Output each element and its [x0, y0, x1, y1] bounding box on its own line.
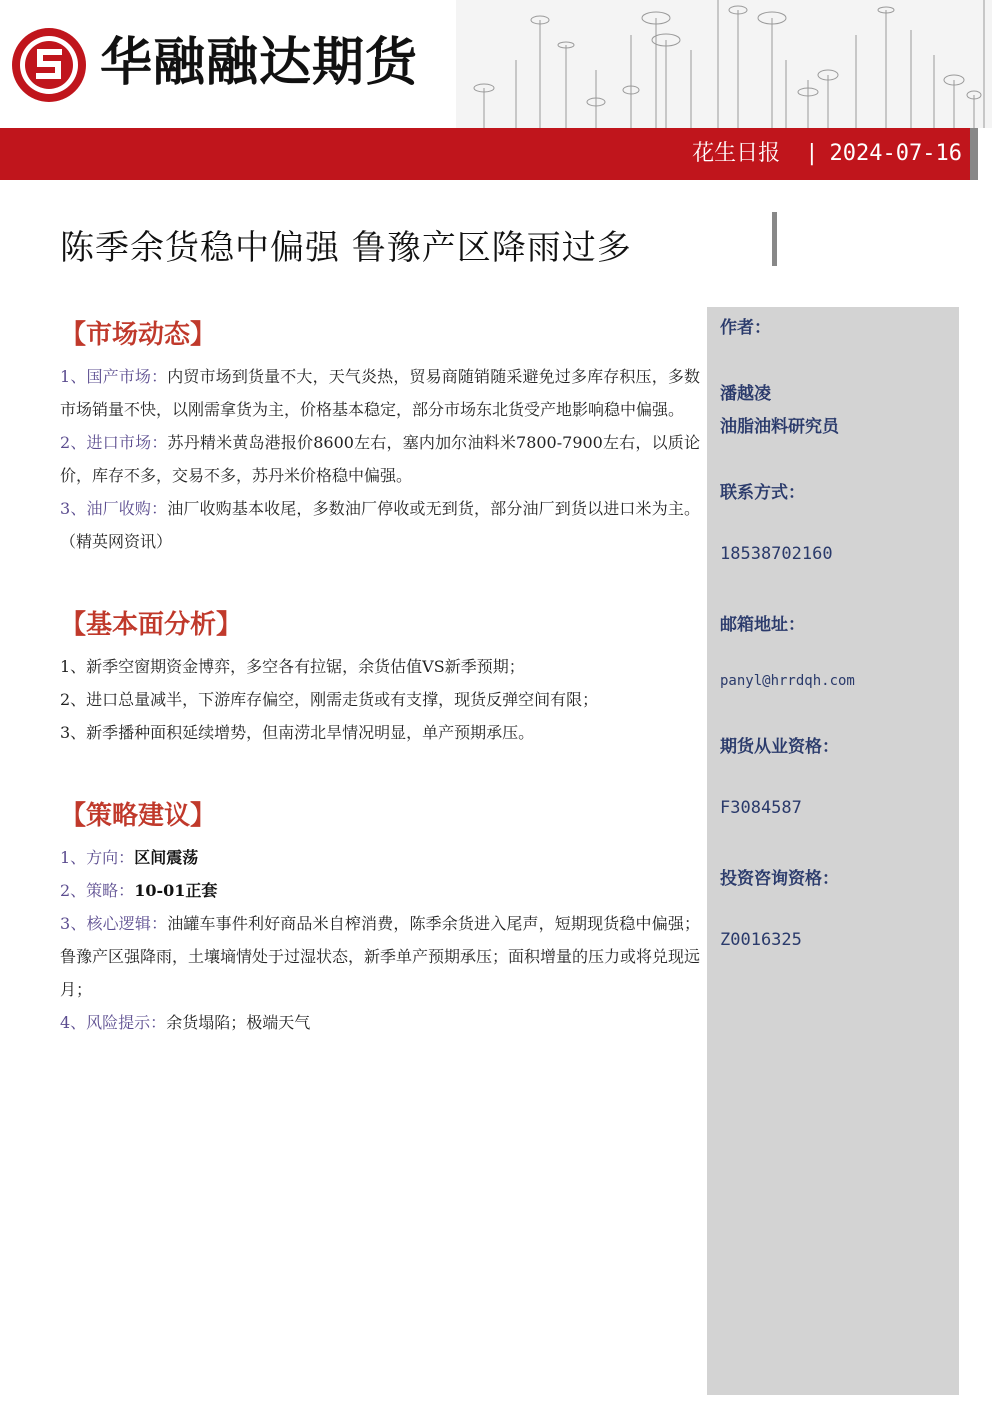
report-body: [60, 310, 700, 1039]
fundamental-heading: 【基本面分析】: [60, 610, 243, 640]
contact-label: 联系方式：: [720, 483, 805, 503]
fundamental-item: 3、新季播种面积延续增势，但南涝北旱情况明显，单产预期承压。: [60, 723, 535, 742]
report-type: 花生日报: [692, 141, 781, 166]
report-title: 陈季余货稳中偏强 鲁豫产区降雨过多: [60, 228, 632, 268]
header-band-edge: [970, 128, 978, 180]
author-name: 潘越凌: [720, 384, 771, 404]
consult-qualification-id: Z0016325: [720, 930, 802, 950]
decorative-pattern: [456, 0, 992, 128]
title-divider: [772, 212, 777, 266]
report-header: [0, 0, 992, 185]
author-label: 作者：: [720, 318, 771, 338]
phone-number: 18538702160: [720, 544, 833, 564]
report-date: 2024-07-16: [829, 141, 962, 166]
futures-qualification-label: 期货从业资格：: [720, 737, 839, 757]
market-item: 1、国产市场：内贸市场到货量不大，天气炎热，贸易商随销随采避免过多库存积压，多数市场销量不快，以刚需拿货为主，价格基本稳定，部分市场东北货受产地影响稳中偏强。: [60, 367, 700, 419]
consult-qualification-label: 投资咨询资格：: [720, 869, 839, 889]
market-item: 2、进口市场：苏丹精米黄岛港报价8600左右，塞内加尔油料米7800-7900左右，以质论价，库存不多，交易不多，苏丹米价格稳中偏强。: [60, 433, 700, 485]
strategy-item: 2、策略：10-01正套: [60, 881, 218, 900]
report-info: [692, 128, 962, 180]
author-title: 油脂油料研究员: [720, 417, 839, 437]
futures-qualification-id: F3084587: [720, 798, 802, 818]
report-separator: |: [808, 141, 816, 166]
email-address[interactable]: panyl@hrrdqh.com: [720, 673, 855, 689]
fundamental-item: 2、进口总量减半，下游库存偏空，刚需走货或有支撑，现货反弹空间有限；: [60, 690, 599, 709]
strategy-item: 1、方向：区间震荡: [60, 848, 199, 867]
strategy-heading: 【策略建议】: [60, 801, 217, 831]
strategy-item: 4、风险提示：余货塌陷；极端天气: [60, 1013, 311, 1032]
market-heading: 【市场动态】: [60, 320, 217, 350]
fundamental-item: 1、新季空窗期资金博弈，多空各有拉锯，余货估值VS新季预期；: [60, 657, 525, 676]
company-logo-icon: [10, 26, 88, 104]
email-label: 邮箱地址：: [720, 615, 805, 635]
brand-name: 华融融达期货: [100, 33, 419, 93]
market-item: 3、油厂收购：油厂收购基本收尾，多数油厂停收或无到货，部分油厂到货以进口米为主。（精英网资讯）: [60, 499, 700, 551]
strategy-item: 3、核心逻辑：油罐车事件利好商品米自榨消费，陈季余货进入尾声，短期现货稳中偏强；鲁豫产区强降雨，土壤墒情处于过湿状态，新季单产预期承压；面积增量的压力或将兑现远月；: [60, 914, 701, 999]
author-sidebar: [707, 307, 959, 1395]
